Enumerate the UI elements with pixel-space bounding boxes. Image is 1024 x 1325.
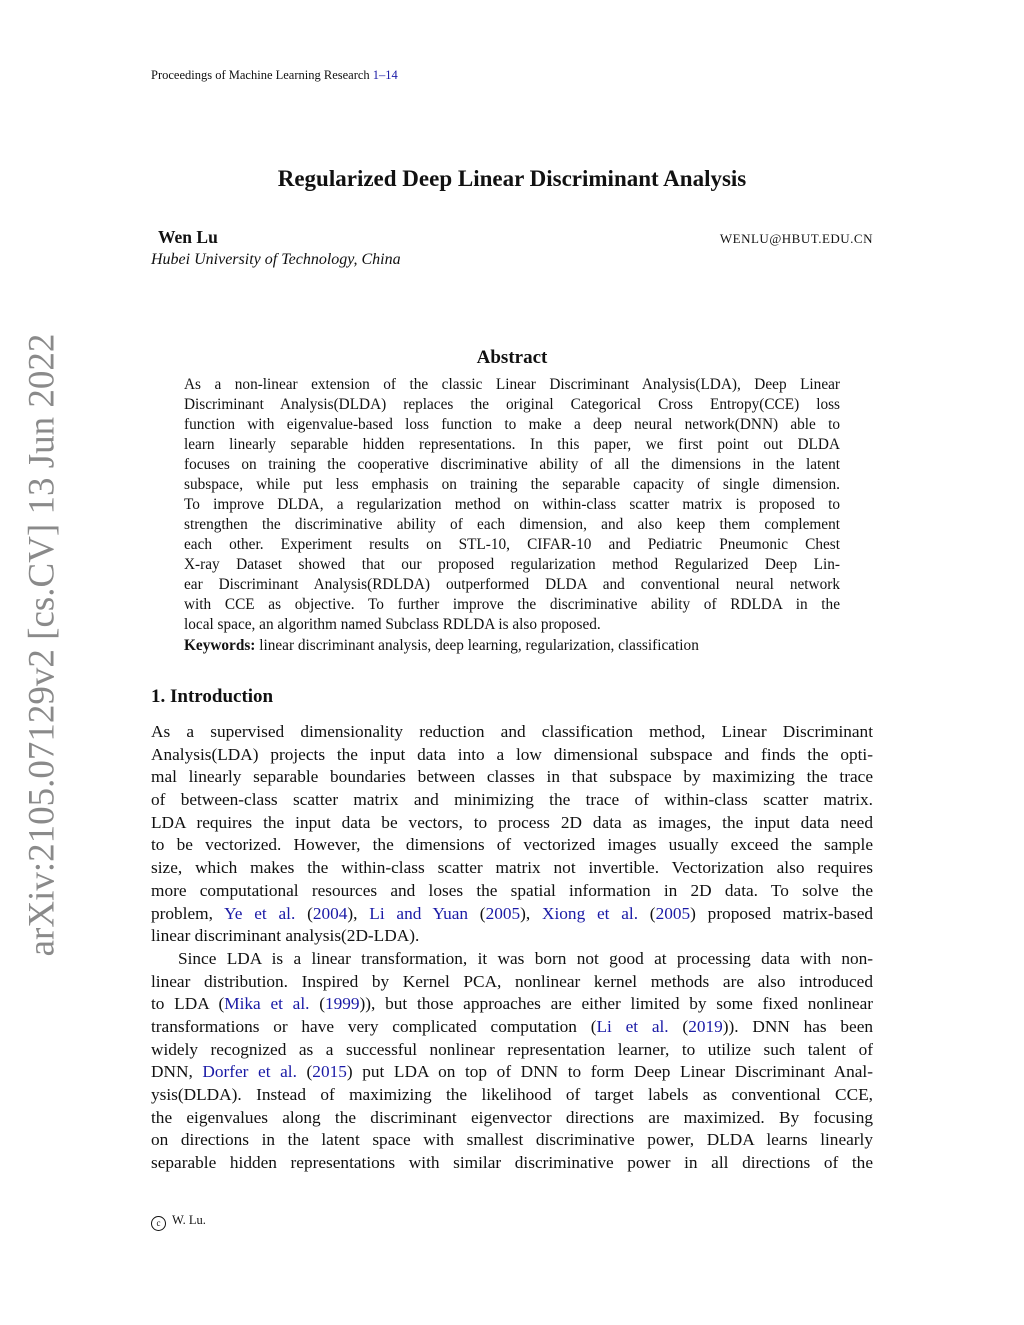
citation-link[interactable]: Dorfer et al. — [202, 1062, 297, 1082]
body-line — [151, 1084, 873, 1107]
body-text: the eigenvalues along the discriminant eigenvector directions are maximized. By focusing — [151, 1107, 873, 1127]
abstract-line: As a non-linear extension of the classic Linear Discriminant Analysis(LDA), Deep Linear — [184, 376, 840, 393]
body-text: linear discriminant analysis(2D-LDA). — [151, 926, 420, 946]
body-text: separable hidden representations with similar discriminative power in all directions of the — [151, 1153, 873, 1173]
body-text: ( — [296, 1062, 313, 1082]
abstract-line: each other. Experiment results on STL-10, CIFAR-10 and Pediatric Pneumonic Chest — [184, 536, 840, 553]
citation-link[interactable]: Xiong et al. — [542, 903, 639, 923]
body-text: widely recognized as a successful nonlinear representation learner, to utilize such talent of — [151, 1039, 873, 1059]
body-text: As a supervised dimensionality reduction and classification method, Linear Discriminant — [151, 722, 873, 741]
body-text: to be vectorized. However, the dimensions of vectorized images usually exceed the sample — [151, 835, 873, 855]
body-line — [151, 1039, 873, 1062]
body-text: problem, — [151, 903, 225, 923]
body-line — [151, 834, 873, 857]
body-line — [151, 744, 873, 767]
body-text: ( — [309, 994, 325, 1014]
section-heading-introduction: 1. Introduction — [151, 686, 274, 707]
body-text: ), — [347, 903, 370, 923]
body-text: size, which makes the within-class scatter matrix not invertible. Vectorization also requires — [151, 858, 873, 878]
copyright-icon: c — [151, 1216, 166, 1231]
body-text: ) put LDA on top of DNN to form Deep Linear Discriminant Anal- — [346, 1062, 873, 1082]
body-line — [151, 1016, 873, 1039]
abstract-line: To improve DLDA, a regularization method on within-class scatter matrix is proposed to — [184, 496, 840, 513]
keywords — [184, 637, 699, 655]
keywords-label: Keywords: — [184, 637, 256, 654]
abstract-line: with CCE as objective. To further improve the discriminative ability of RDLDA in the — [184, 596, 840, 613]
citation-link[interactable]: 2015 — [312, 1062, 347, 1082]
citation-link[interactable]: 1999 — [324, 994, 360, 1014]
body-text: LDA requires the input data be vectors, to process 2D data as images, the input data need — [151, 812, 873, 832]
citation-link[interactable]: Li et al. — [596, 1016, 669, 1036]
body-line — [151, 948, 873, 971]
author-name: Wen Lu — [158, 227, 218, 247]
body-line — [151, 971, 873, 994]
body-text: transformations or have very complicated computation ( — [151, 1016, 597, 1036]
body-line — [151, 1061, 873, 1084]
abstract-line: learn linearly separable hidden representations. In this paper, we first point out DLDA — [184, 436, 840, 453]
body-text: linear distribution. Inspired by Kernel PCA, nonlinear kernel methods are also introduced — [151, 971, 873, 991]
body-text: ( — [468, 903, 486, 923]
introduction-body — [151, 721, 873, 1175]
abstract-line: local space, an algorithm named Subclass RDLDA is also proposed. — [184, 616, 601, 633]
body-text: on directions in the latent space with smallest discriminative power, DLDA learns linearly — [151, 1130, 873, 1150]
body-line — [151, 812, 873, 835]
abstract-line: subspace, while put less emphasis on training the separable capacity of single dimension. — [184, 476, 840, 493]
body-line — [151, 721, 873, 744]
body-text: DNN, — [151, 1062, 203, 1082]
body-text: )). DNN has been — [722, 1016, 874, 1036]
abstract-line: X-ray Dataset showed that our proposed regularization method Regularized Deep Lin- — [184, 556, 840, 573]
body-text: Analysis(LDA) projects the input data into a low dimensional subspace and finds the opti- — [151, 744, 873, 764]
citation-link[interactable]: Ye et al. — [224, 903, 296, 923]
body-text: ( — [668, 1016, 689, 1036]
body-line — [151, 789, 873, 812]
citation-link[interactable]: Mika et al. — [224, 994, 310, 1014]
body-text: mal linearly separable boundaries between classes in that subspace by maximizing the trace — [151, 767, 873, 787]
citation-link[interactable]: 2005 — [485, 903, 521, 923]
body-line — [151, 903, 873, 926]
keywords-text: linear discriminant analysis, deep learning, regularization, classification — [255, 637, 699, 654]
abstract-body — [184, 375, 840, 635]
body-text: more computational resources and loses the spatial information in 2D data. To solve the — [151, 880, 873, 900]
footer-text: W. Lu. — [172, 1213, 206, 1227]
paper-title: Regularized Deep Linear Discriminant Analysis — [277, 166, 747, 191]
body-text: )), but those approaches are either limited by some fixed nonlinear — [359, 994, 873, 1014]
author-affiliation: Hubei University of Technology, China — [151, 251, 401, 268]
body-line — [151, 880, 873, 903]
page-range-link[interactable]: 1–14 — [372, 68, 398, 82]
abstract-line: function with eigenvalue-based loss function to make a deep neural network(DNN) able to — [184, 416, 840, 433]
body-text: ) proposed matrix-based — [690, 903, 874, 923]
body-text: ( — [295, 903, 313, 923]
body-text: of between-class scatter matrix and minimizing the trace of within-class scatter matrix. — [151, 790, 873, 810]
abstract-line: ear Discriminant Analysis(RDLDA) outperformed DLDA and conventional neural network — [184, 576, 840, 593]
abstract-line: Discriminant Analysis(DLDA) replaces the original Categorical Cross Entropy(CCE) loss — [184, 396, 840, 413]
citation-link[interactable]: Li and Yuan — [369, 903, 469, 923]
body-line — [151, 1152, 873, 1175]
body-line — [151, 766, 873, 789]
running-header — [151, 68, 398, 83]
body-line — [151, 993, 873, 1016]
body-text: ), — [520, 903, 542, 923]
arxiv-identifier: arXiv:2105.07129v2 [cs.CV] 13 Jun 2022 — [21, 333, 63, 957]
body-text: ysis(DLDA). Instead of maximizing the likelihood of target labels as conventional CCE, — [151, 1085, 873, 1104]
footer — [151, 1213, 206, 1231]
abstract-line: focuses on training the cooperative discriminative ability of all the dimensions in the latent — [184, 456, 840, 473]
abstract-line: strengthen the discriminative ability of each dimension, and also keep them complement — [184, 516, 840, 533]
body-line — [151, 857, 873, 880]
body-text: Since LDA is a linear transformation, it was born not good at processing data with non- — [178, 948, 873, 968]
citation-link[interactable]: 2004 — [312, 903, 348, 923]
citation-link[interactable]: 2019 — [688, 1016, 723, 1036]
citation-link[interactable]: 2005 — [655, 903, 691, 923]
header-text: Proceedings of Machine Learning Research — [151, 68, 373, 82]
author-email: WENLU@HBUT.EDU.CN — [719, 231, 873, 246]
body-line — [151, 1129, 873, 1152]
abstract-heading: Abstract — [476, 347, 548, 368]
body-line — [151, 1107, 873, 1130]
body-text: ( — [638, 903, 656, 923]
body-line — [151, 925, 873, 948]
body-text: to LDA ( — [151, 994, 225, 1014]
